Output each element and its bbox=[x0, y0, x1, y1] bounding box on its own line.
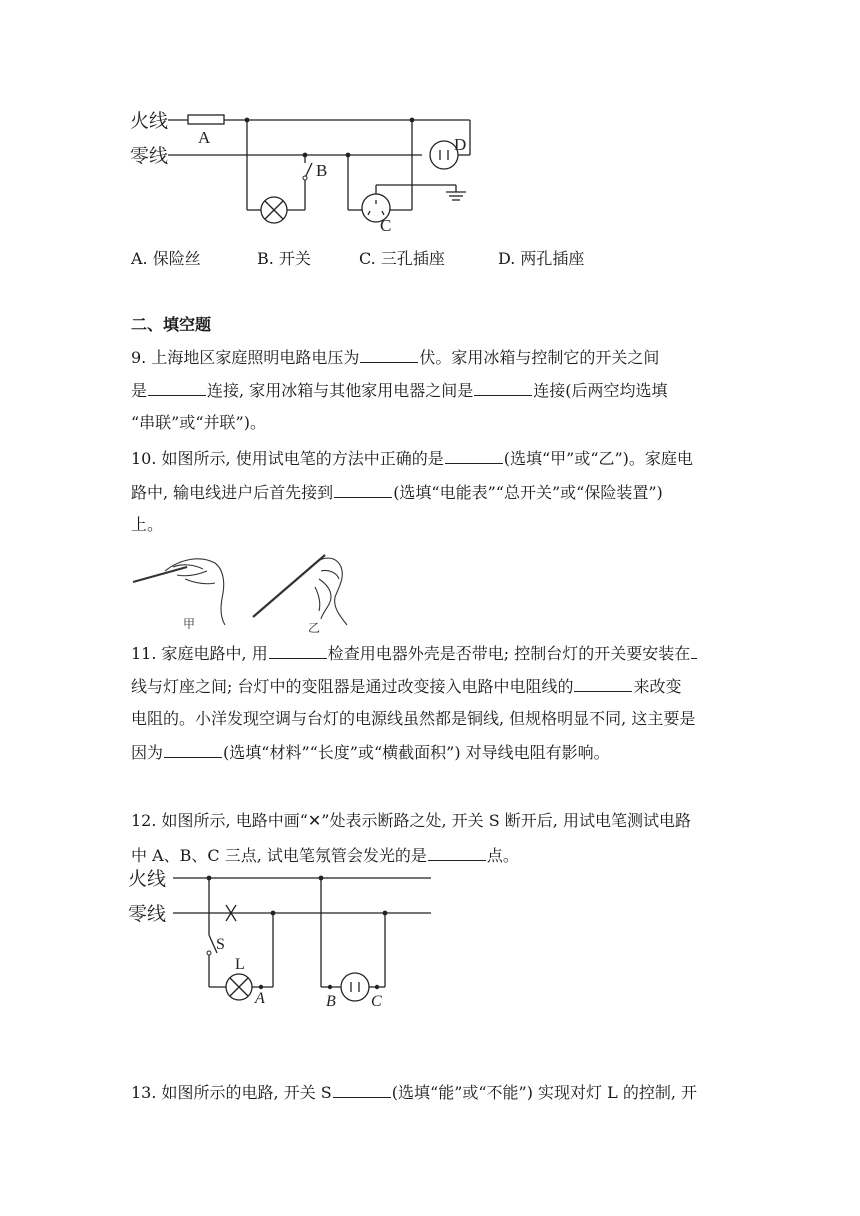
answer-blank[interactable] bbox=[574, 676, 632, 692]
answer-blank[interactable] bbox=[691, 643, 697, 659]
lamp-icon bbox=[226, 974, 252, 1000]
answer-blank[interactable] bbox=[148, 380, 206, 396]
two-hole-socket-icon bbox=[341, 973, 369, 1001]
q11-line-3: 电阻的。小洋发现空调与台灯的电源线虽然都是铜线, 但规格明显不同, 这主要是 bbox=[131, 709, 696, 728]
option-d: D. 两孔插座 bbox=[498, 249, 585, 268]
q10-line-2: 路中, 输电线进户后首先接到 (选填“电能表”“总开关”或“保险装置”) bbox=[131, 483, 663, 502]
q9-line-2: 是 连接, 家用冰箱与其他家用电器之间是 连接(后两空均选填 bbox=[131, 381, 668, 400]
hand-jia-icon bbox=[133, 559, 225, 625]
label-a: A bbox=[198, 128, 211, 147]
test-pen-figure bbox=[125, 545, 365, 635]
answer-blank[interactable] bbox=[334, 482, 392, 498]
live-wire-label: 火线 bbox=[130, 111, 169, 132]
hand-yi-icon bbox=[253, 555, 347, 625]
label-jia: 甲 bbox=[183, 617, 196, 631]
answer-blank[interactable] bbox=[428, 845, 486, 861]
q10-line-3: 上。 bbox=[131, 515, 164, 534]
fuse-a bbox=[188, 115, 224, 124]
q9-line-3: “串联”或“并联”)。 bbox=[131, 413, 266, 432]
answer-blank[interactable] bbox=[360, 347, 418, 363]
q13-line-1: 13. 如图所示的电路, 开关 S (选填“能”或“不能”) 实现对灯 L 的控制, 开 bbox=[131, 1083, 698, 1102]
label-c: C bbox=[380, 216, 392, 235]
label-yi: 乙 bbox=[308, 621, 321, 635]
label-b: B bbox=[316, 161, 328, 180]
q11-line-2: 线与灯座之间; 台灯中的变阻器是通过改变接入电路中电阻线的 来改变 bbox=[131, 677, 682, 696]
section-heading: 二、填空题 bbox=[131, 315, 212, 334]
label-a: A bbox=[255, 990, 265, 1007]
label-b: B bbox=[326, 993, 336, 1010]
label-s: S bbox=[216, 936, 225, 953]
neutral-wire-label: 零线 bbox=[128, 904, 167, 925]
label-l: L bbox=[235, 956, 245, 973]
answer-blank[interactable] bbox=[445, 448, 503, 464]
q12-line-1: 12. 如图所示, 电路中画“✕”处表示断路之处, 开关 S 断开后, 用试电笔测试电路 bbox=[131, 811, 691, 830]
circuit-figure-1 bbox=[120, 100, 490, 245]
label-d: D bbox=[454, 135, 467, 154]
q11-line-1: 11. 家庭电路中, 用 检查用电器外壳是否带电; 控制台灯的开关要安装在 bbox=[131, 643, 698, 664]
answer-blank[interactable] bbox=[474, 380, 532, 396]
q10-line-1: 10. 如图所示, 使用试电笔的方法中正确的是 (选填“甲”或“乙”)。家庭电 bbox=[131, 449, 693, 468]
q11-line-4: 因为 (选填“材料”“长度”或“横截面积”) 对导线电阻有影响。 bbox=[131, 743, 610, 762]
live-wire-label: 火线 bbox=[128, 869, 167, 890]
option-c: C. 三孔插座 bbox=[359, 249, 445, 268]
option-b: B. 开关 bbox=[257, 249, 311, 268]
answer-blank[interactable] bbox=[164, 742, 222, 758]
answer-blank[interactable] bbox=[269, 643, 327, 659]
lamp-icon bbox=[261, 197, 287, 223]
circuit-figure-12 bbox=[125, 865, 445, 1015]
q9-line-1: 9. 上海地区家庭照明电路电压为 伏。家用冰箱与控制它的开关之间 bbox=[131, 348, 660, 367]
label-c: C bbox=[371, 993, 382, 1010]
option-a: A. 保险丝 bbox=[131, 249, 201, 268]
answer-blank[interactable] bbox=[333, 1082, 391, 1098]
neutral-wire-label: 零线 bbox=[130, 146, 169, 167]
q12-line-2: 中 A、B、C 三点, 试电笔氖管会发光的是 点。 bbox=[131, 846, 519, 865]
